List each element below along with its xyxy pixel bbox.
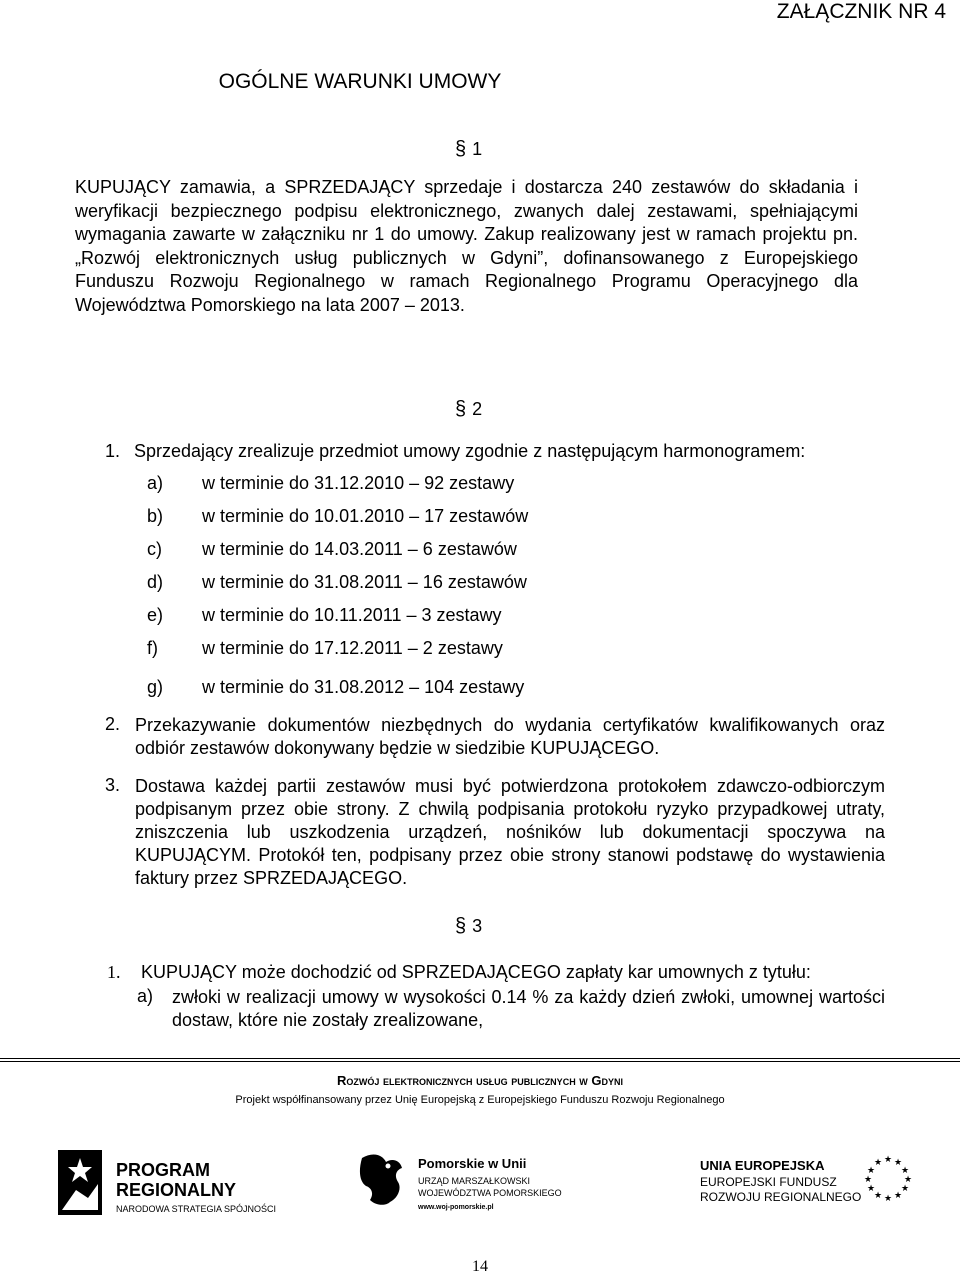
schedule-item bbox=[147, 677, 524, 698]
svg-text:★: ★ bbox=[863, 1175, 873, 1185]
logo1-line3: NARODOWA STRATEGIA SPÓJNOŚCI bbox=[116, 1204, 277, 1214]
logo3-line1: UNIA EUROPEJSKA bbox=[700, 1158, 825, 1173]
schedule-text: w terminie do 17.12.2011 – 2 zestawy bbox=[202, 638, 503, 658]
section-2-item-2-text: Przekazywanie dokumentów niezbędnych do wydania certyfikatów kwalifikowanych oraz odbiór zestawów dokonywany będzie w siedzibie KUPUJĄCEGO. bbox=[135, 715, 885, 758]
footer-project-title: Rozwój elektronicznych usług publicznych w Gdyni bbox=[336, 1073, 624, 1088]
svg-text:★: ★ bbox=[893, 1191, 903, 1201]
item-number: 1. bbox=[105, 441, 121, 461]
schedule-item bbox=[147, 638, 503, 659]
pomorskie-logo bbox=[352, 1148, 572, 1218]
schedule-letter: g) bbox=[147, 677, 164, 697]
svg-text:★: ★ bbox=[900, 1166, 910, 1176]
schedule-text: w terminie do 10.01.2010 – 17 zestawów bbox=[202, 506, 529, 526]
schedule-text: w terminie do 31.08.2012 – 104 zestawy bbox=[202, 677, 525, 697]
footer-divider bbox=[0, 1058, 960, 1059]
svg-text:★: ★ bbox=[866, 1166, 876, 1176]
svg-text:★: ★ bbox=[883, 1194, 893, 1204]
section-number: 1 bbox=[472, 139, 483, 159]
schedule-item bbox=[147, 605, 502, 626]
logo2-line1: Pomorskie w Unii bbox=[418, 1156, 527, 1171]
section-2-heading bbox=[455, 398, 482, 421]
section-2-item-3-number: 3. bbox=[105, 775, 121, 795]
section-2-item-3-text: Dostawa każdej partii zestawów musi być potwierdzona protokołem zdawczo-odbiorczym podpisanym przez obie strony. Z chwilą podpisania protokołu ryzyko przypadkowej utraty, zniszczenia lub uszkodzenia urządzeń, nośników lub dokumentacji spoczywa na KUPUJĄCYM. Protokół ten, podpisany przez obie strony stanowi podstawę do wystawienia faktury przez SPRZEDAJĄCEGO. bbox=[135, 776, 885, 888]
schedule-letter: b) bbox=[147, 506, 164, 526]
section-3-item-1-text: KUPUJĄCY może dochodzić od SPRZEDAJĄCEGO zapłaty kar umownych z tytułu: bbox=[141, 962, 811, 982]
section-number: 3 bbox=[472, 916, 483, 936]
page-number: 14 bbox=[472, 1258, 488, 1275]
section-3-sub-a-text: zwłoki w realizacji umowy w wysokości 0.14 % za każdy dzień zwłoki, umownej wartości dostaw, które nie zostały zrealizowane, bbox=[172, 987, 885, 1030]
schedule-letter: a) bbox=[147, 473, 164, 493]
svg-text:★: ★ bbox=[900, 1184, 910, 1194]
schedule-letter: d) bbox=[147, 572, 164, 592]
section-3-heading bbox=[455, 915, 482, 938]
program-regionalny-logo bbox=[50, 1140, 290, 1220]
logo3-line3: ROZWOJU REGIONALNEGO bbox=[700, 1190, 862, 1204]
eu-logo bbox=[690, 1150, 930, 1220]
section-1-text: KUPUJĄCY zamawia, a SPRZEDAJĄCY sprzedaje i dostarcza 240 zestawów do składania i weryfikacji bezpiecznego podpisu elektronicznego, zwanych dalej zestawami, spełniającymi wymagania zawarte w załączniku nr 1 do umowy. Zakup realizowany jest w ramach projektu pn. „Rozwój elektronicznych usług publicznych w Gdyni”, dofinansowanego z Europejskiego Funduszu Rozwoju Regionalnego w ramach Regionalnego Programu Operacyjnego dla Województwa Pomorskiego na lata 2007 – 2013. bbox=[75, 177, 858, 315]
svg-text:★: ★ bbox=[873, 1158, 883, 1168]
section-2-item-1 bbox=[105, 441, 805, 462]
paragraph-symbol: § bbox=[455, 398, 467, 420]
schedule-item bbox=[147, 473, 514, 494]
schedule-item bbox=[147, 539, 517, 560]
footer-cofinance-note: Projekt współfinansowany przez Unię Europejską z Europejskiego Funduszu Rozwoju Regionalnego bbox=[235, 1094, 725, 1106]
schedule-text: w terminie do 10.11.2011 – 3 zestawy bbox=[202, 605, 502, 625]
section-1-heading bbox=[455, 138, 482, 161]
svg-text:★: ★ bbox=[903, 1175, 913, 1185]
schedule-text: w terminie do 31.12.2010 – 92 zestawy bbox=[202, 473, 515, 493]
section-number: 2 bbox=[472, 399, 483, 419]
annex-label: ZAŁĄCZNIK NR 4 bbox=[776, 0, 946, 23]
schedule-item bbox=[147, 506, 528, 527]
eu-stars-icon bbox=[860, 1150, 916, 1206]
schedule-item bbox=[147, 572, 527, 593]
svg-text:★: ★ bbox=[866, 1184, 876, 1194]
document-title bbox=[0, 70, 960, 94]
schedule-letter: f) bbox=[147, 638, 158, 658]
section-3-sub-a-letter: a) bbox=[137, 986, 154, 1006]
section-2-item-2-number: 2. bbox=[105, 714, 121, 734]
nss-emblem-icon bbox=[50, 1140, 110, 1220]
logo1-line1: PROGRAM bbox=[116, 1160, 210, 1180]
logo1-line2: REGIONALNY bbox=[116, 1180, 237, 1200]
svg-text:★: ★ bbox=[883, 1155, 893, 1165]
logo2-url: www.woj-pomorskie.pl bbox=[418, 1204, 494, 1211]
schedule-letter: c) bbox=[147, 539, 162, 559]
paragraph-symbol: § bbox=[455, 915, 467, 937]
logo2-line3: WOJEWÓDZTWA POMORSKIEGO bbox=[418, 1188, 562, 1198]
paragraph-symbol: § bbox=[455, 138, 467, 160]
logo3-line2: EUROPEJSKI FUNDUSZ bbox=[700, 1175, 837, 1189]
svg-text:★: ★ bbox=[873, 1191, 883, 1201]
section-3-item-1-number: 1. bbox=[107, 962, 121, 982]
svg-text:★: ★ bbox=[893, 1158, 903, 1168]
schedule-text: w terminie do 14.03.2011 – 6 zestawów bbox=[202, 539, 517, 559]
footer-divider bbox=[0, 1061, 960, 1062]
item-text: Sprzedający zrealizuje przedmiot umowy zgodnie z następującym harmonogramem: bbox=[134, 441, 806, 461]
griffin-emblem-icon bbox=[352, 1148, 412, 1210]
schedule-letter: e) bbox=[147, 605, 164, 625]
schedule-text: w terminie do 31.08.2011 – 16 zestawów bbox=[202, 572, 527, 592]
document-title-text: OGÓLNE WARUNKI UMOWY bbox=[218, 70, 502, 93]
logo2-line2: URZĄD MARSZAŁKOWSKI bbox=[418, 1176, 531, 1186]
